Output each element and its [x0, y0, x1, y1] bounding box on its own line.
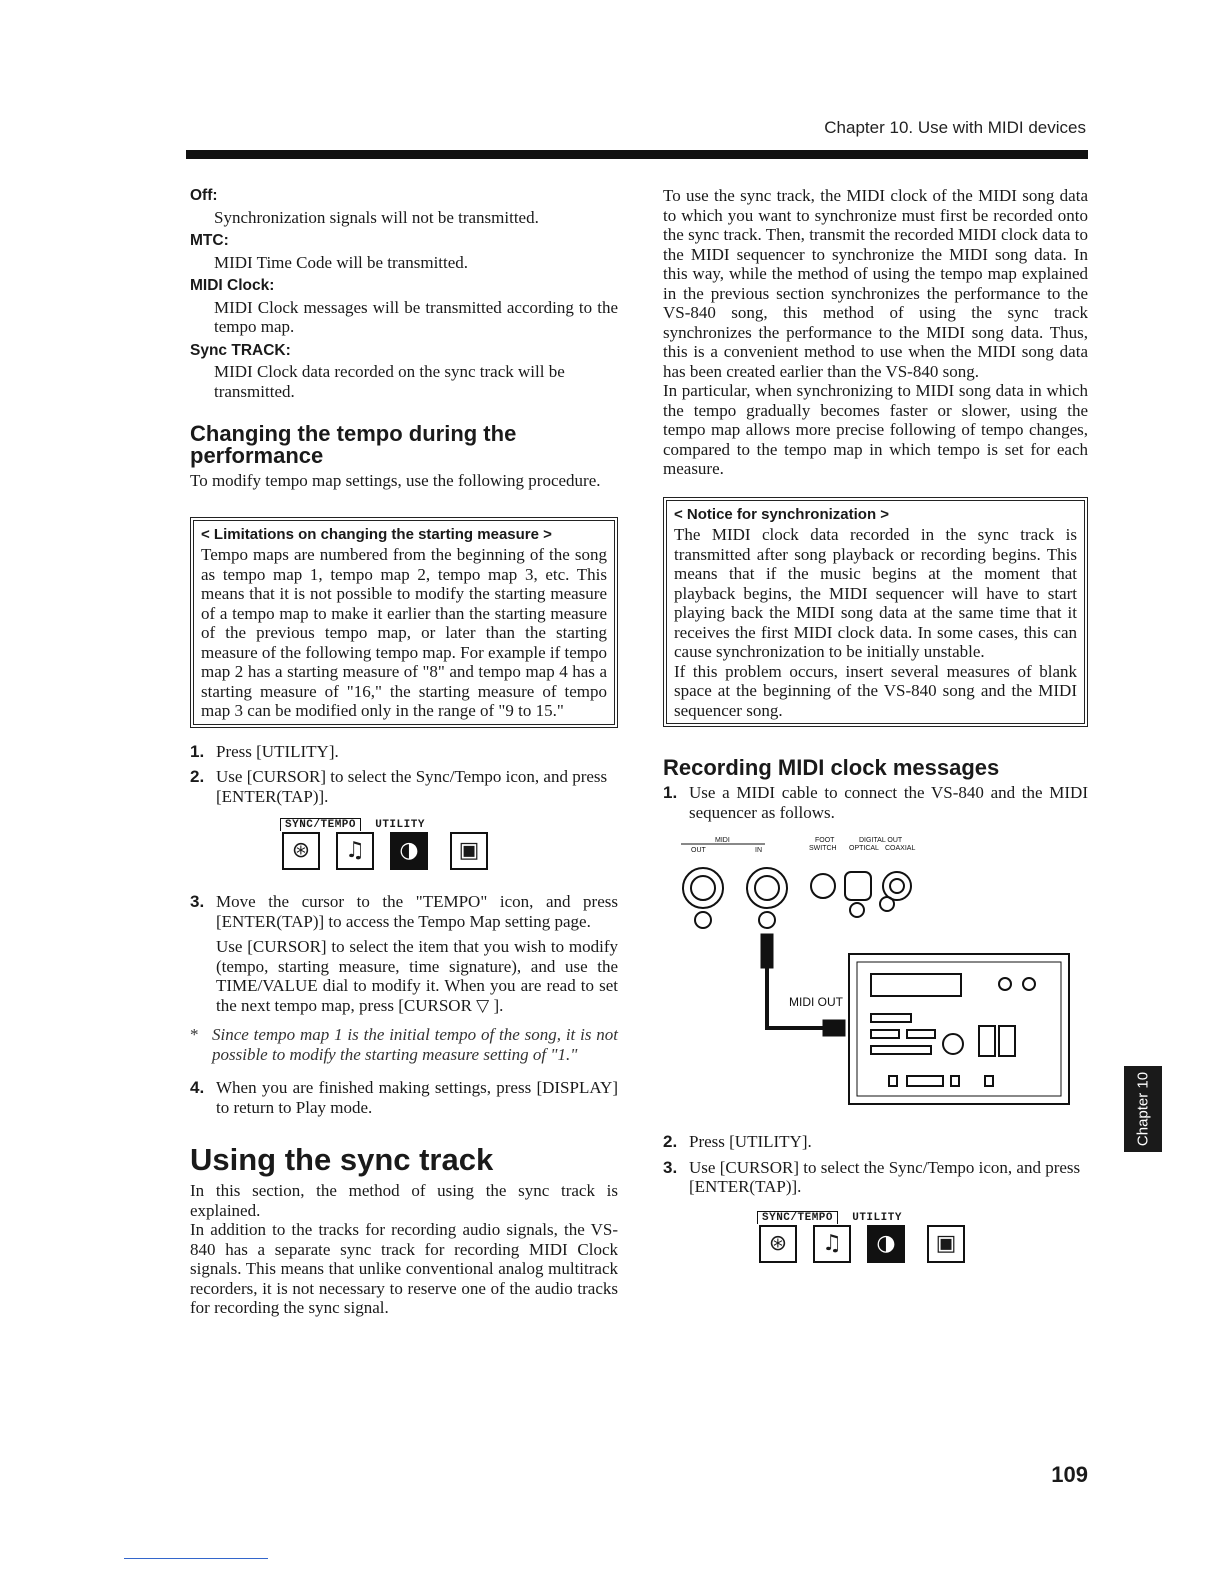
section-heading-recording: Recording MIDI clock messages: [663, 755, 1000, 780]
metronome-icon: ♫: [813, 1225, 851, 1263]
midi-port-icon: ⊛: [282, 832, 320, 870]
step-3-detail: Use [CURSOR] to select the item that you wish to modify (tempo, starting measure, time signature), and use the TIME/VALUE dial to modify it. When you are read to set the next tempo map, press [CURSOR ▽ ].: [216, 937, 618, 1015]
paragraph: To modify tempo map settings, use the following procedure.: [190, 471, 601, 490]
step-number: 4.: [190, 1078, 205, 1097]
notice-title: < Limitations on changing the starting measure >: [201, 525, 552, 543]
notice-text: If this problem occurs, insert several measures of blank space at the beginning of the VS-840 song and the MIDI sequencer song.: [674, 661, 1077, 720]
sequencer-plug-icon: [823, 1020, 845, 1036]
disk-icon: ▣: [927, 1225, 965, 1263]
label-digital-out: DIGITAL OUT: [859, 837, 903, 844]
limitations-notice-box: [190, 517, 618, 728]
asterisk-icon: *: [190, 1025, 199, 1044]
coaxial-jack-icon: [883, 872, 911, 900]
screen-title: UTILITY: [375, 819, 425, 831]
step-text: When you are finished making settings, press [DISPLAY] to return to Play mode.: [216, 1078, 618, 1117]
foot-switch-jack-icon: [811, 874, 835, 898]
def-desc: MIDI Clock messages will be transmitted according to the tempo map.: [214, 297, 618, 336]
right-column: [663, 186, 1088, 1277]
step-3: [190, 892, 618, 931]
def-term: Sync TRACK:: [190, 341, 291, 359]
metronome-icon: ♫: [336, 832, 374, 870]
paragraph: In particular, when synchronizing to MIDI song data in which the tempo gradually becomes faster or slower, using the tempo map allows more precise following of tempo changes, compared to the tempo map in which tempo is set for each measure.: [663, 381, 1088, 478]
page-number: 109: [1051, 1462, 1088, 1487]
utility-screen-image: [757, 1209, 997, 1277]
step-text: Use [CURSOR] to select the Sync/Tempo icon, and press [ENTER(TAP)].: [689, 1157, 1081, 1196]
section-heading-tempo: Changing the tempo during the performance: [190, 421, 517, 468]
disk-icon: ▣: [450, 832, 488, 870]
footer-line: [124, 1558, 268, 1559]
step-1: [190, 742, 618, 762]
def-desc: Synchronization signals will not be transmitted.: [214, 207, 539, 227]
left-column: [190, 186, 618, 1318]
sync-option-list: [190, 186, 618, 401]
sync-notice-box: [663, 497, 1088, 728]
paragraph: To use the sync track, the MIDI clock of the MIDI song data to which you want to synchronize must first be recorded onto the sync track. Then, transmit the recorded MIDI clock data to the MIDI sequencer to synchronize the MIDI song data. In this way, while the method of using the tempo map explained in the previous section synchronizes the performance to the VS-840 song, this method of using the sync track synchronizes the performance to the MIDI song data. Thus, this is a convenient method to use when the MIDI song data has been created earlier than the VS-840 song.: [663, 186, 1088, 381]
paragraph: In addition to the tracks for recording audio signals, the VS-840 has a separate sync track for recording MIDI Clock signals. This means that unlike conventional analog multitrack recorders, it is not necessary to reserve one of the audio tracks for recording the sync signal.: [190, 1220, 618, 1317]
step-2: [663, 1132, 1088, 1152]
label-in: IN: [755, 847, 762, 854]
label-foot: FOOT: [815, 837, 835, 844]
def-term: MIDI Clock:: [190, 277, 275, 294]
screen-title: UTILITY: [852, 1211, 902, 1224]
label-midi: MIDI: [715, 837, 730, 844]
step-number: 2.: [190, 767, 205, 786]
step-1: [663, 783, 1088, 822]
step-number: 1.: [663, 783, 678, 802]
step-text: Use [CURSOR] to select the Sync/Tempo icon, and press [ENTER(TAP)].: [216, 767, 608, 806]
midi-plug-icon: [761, 934, 773, 968]
step-text: Move the cursor to the "TEMPO" icon, and press [ENTER(TAP)] to access the Tempo Map setting page.: [216, 892, 618, 931]
step-text: Press [UTILITY].: [689, 1132, 812, 1151]
utility-screen-image: [280, 816, 520, 884]
midi-in-jack-icon: [747, 868, 787, 908]
notice-text: The MIDI clock data recorded in the sync track is transmitted after song playback or recording begins. This means that if the music begins at the moment that playback begins, the MIDI sequencer will have to start playing back the MIDI song data at the same time that it receives the first MIDI clock data. In some cases, this can cause synchronization to be initially unstable.: [674, 525, 1077, 661]
step-2: [190, 767, 618, 806]
step-number: 3.: [663, 1157, 678, 1177]
step-4: [190, 1078, 618, 1117]
midi-port-icon: ⊛: [759, 1225, 797, 1263]
label-midi-out: MIDI OUT: [789, 995, 843, 1009]
screen-tab: SYNC/TEMPO: [757, 1211, 838, 1224]
step-text: Press [UTILITY].: [216, 741, 339, 761]
sync-icon: ◑: [867, 1225, 905, 1263]
step-3: [663, 1158, 1088, 1197]
midi-out-jack-icon: [683, 868, 723, 908]
sync-icon: ◑: [390, 832, 428, 870]
def-term: Off:: [190, 187, 218, 204]
label-optical: OPTICAL: [849, 845, 879, 852]
notice-text: Tempo maps are numbered from the beginning of the song as tempo map 1, tempo map 2, tempo map 3, etc. This means that it is not possible to modify the starting measure of a tempo map to make it earlier than the starting measure of the previous tempo map, or later than the starting measure of the following tempo map. For example if tempo map 2 has a starting measure of "8" and tempo map 4 has a starting measure of "16," the starting measure of tempo map 3 can be modified only in the range of "9 to 15.": [201, 545, 608, 720]
step-number: 1.: [190, 741, 205, 761]
optical-jack-icon: [845, 872, 871, 900]
notice-title: < Notice for synchronization >: [674, 505, 890, 523]
header-rule: [186, 150, 1088, 159]
step-number: 3.: [190, 892, 205, 911]
def-desc: MIDI Clock data recorded on the sync track will be transmitted.: [214, 362, 565, 401]
footnote-text: Since tempo map 1 is the initial tempo of the song, it is not possible to modify the starting measure setting of "1.": [212, 1025, 618, 1064]
procedure-steps: [190, 742, 618, 1118]
running-header: Chapter 10. Use with MIDI devices: [824, 118, 1086, 137]
label-out: OUT: [691, 847, 706, 854]
def-term: MTC:: [190, 232, 229, 249]
def-desc: MIDI Time Code will be transmitted.: [214, 252, 469, 272]
chapter-side-tab: [1124, 1066, 1162, 1152]
screen-tab: SYNC/TEMPO: [280, 818, 361, 831]
paragraph: In this section, the method of using the sync track is explained.: [190, 1181, 618, 1220]
step-text: Use a MIDI cable to connect the VS-840 and the MIDI sequencer as follows.: [689, 783, 1088, 822]
midi-connection-diagram: [663, 830, 1088, 1120]
side-tab-label: Chapter 10: [1134, 1071, 1152, 1147]
section-heading-sync: Using the sync track: [190, 1142, 494, 1177]
footnote: [190, 1025, 618, 1064]
step-number: 2.: [663, 1132, 678, 1151]
label-switch: SWITCH: [809, 845, 837, 852]
diagram-svg: [663, 830, 1088, 1120]
label-coaxial: COAXIAL: [885, 845, 916, 852]
